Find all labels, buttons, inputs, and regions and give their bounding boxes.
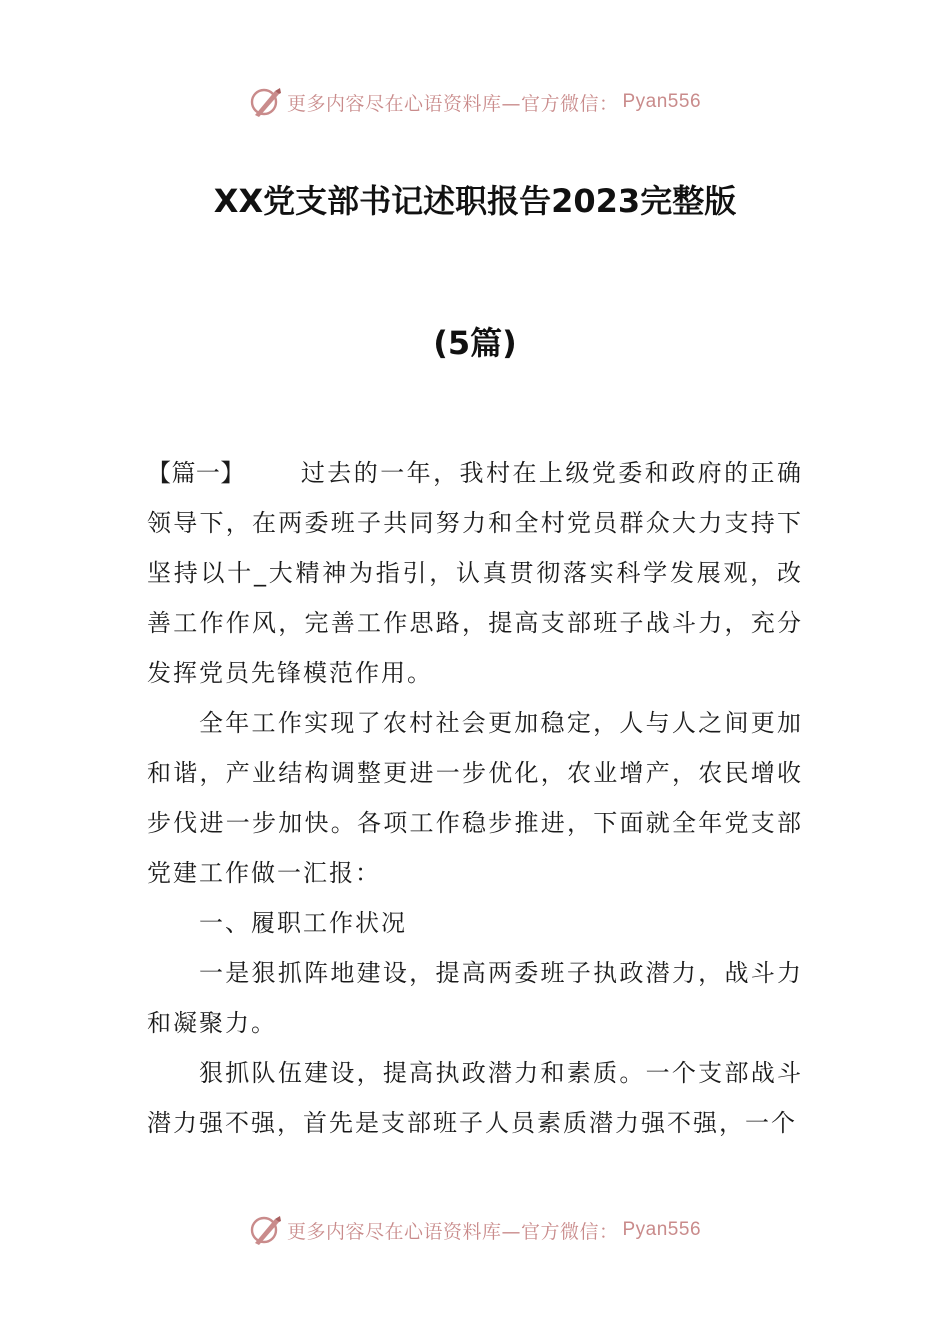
paragraph-3: 一是狠抓阵地建设，提高两委班子执政潜力，战斗力和凝聚力。 bbox=[147, 959, 803, 1037]
document-subtitle: (5篇) bbox=[433, 324, 517, 362]
watermark-handle: Pyan556 bbox=[622, 1219, 702, 1240]
paragraph-2: 全年工作实现了农村社会更加稳定，人与人之间更加和谐，产业结构调整更进一步优化，农业增产，农民增收步伐进一步加快。各项工作稳步推进，下面就全年党支部党建工作做一汇报： bbox=[147, 709, 803, 887]
pen-nib-circle-icon bbox=[249, 85, 283, 119]
watermark-text: 更多内容尽在心语资料库—官方微信： bbox=[286, 1220, 619, 1243]
pen-nib-circle-icon bbox=[249, 1213, 283, 1247]
paragraph-1-text: 过去的一年，我村在上级党委和政府的正确领导下，在两委班子共同努力和全村党员群众大力支持下坚持以十_大精神为指引，认真贯彻落实科学发展观，改善工作作风，完善工作思路，提高支部班子战斗力，充分发挥党员先锋模范作用。 bbox=[147, 459, 804, 687]
section-heading: 一、履职工作状况 bbox=[199, 909, 407, 937]
watermark-header bbox=[0, 82, 950, 122]
document-body bbox=[147, 448, 803, 1148]
watermark-handle: Pyan556 bbox=[622, 91, 702, 112]
paragraph-4: 狠抓队伍建设，提高执政潜力和素质。一个支部战斗潜力强不强，首先是支部班子人员素质潜力强不强，一个 bbox=[147, 1059, 803, 1137]
watermark-footer bbox=[0, 1210, 950, 1250]
watermark-text: 更多内容尽在心语资料库—官方微信： bbox=[286, 92, 619, 115]
paragraph-1 bbox=[147, 448, 803, 698]
section-tag: 【篇一】 bbox=[147, 459, 245, 487]
document-title: XX党支部书记述职报告2023完整版 bbox=[213, 182, 737, 220]
